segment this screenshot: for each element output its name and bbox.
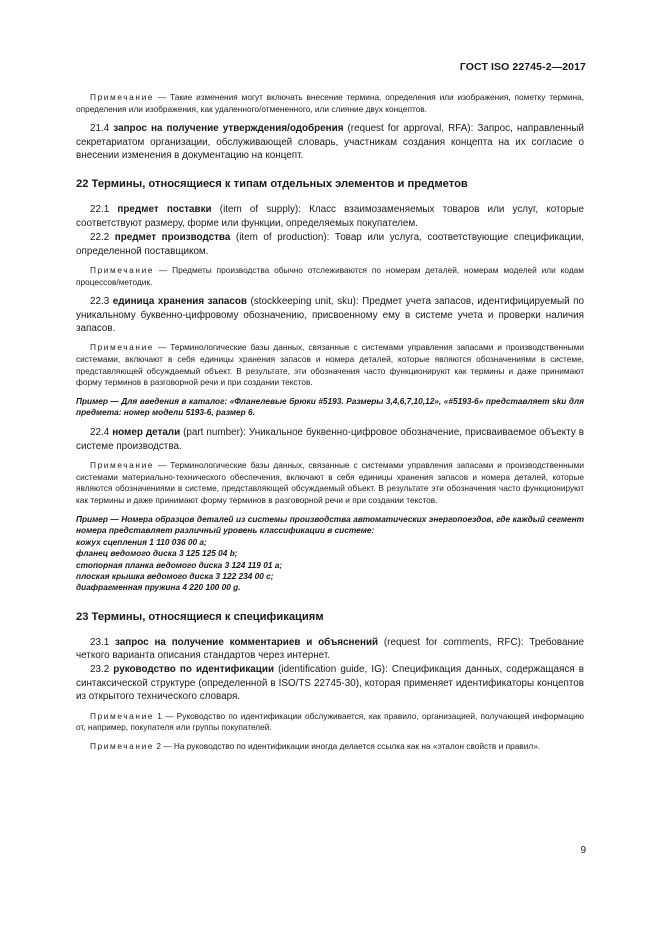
clause-term: номер детали [112, 427, 181, 439]
section-heading-23: 23 Термины, относящиеся к спецификациям [76, 610, 324, 623]
clause-number: 22.2 [90, 232, 115, 244]
note-paragraph [76, 711, 584, 734]
note-text: — Предметы производства обычно отслеживаются по номерам деталей, номерам моделей или кодам процессов/методик. [76, 265, 584, 287]
clause-22-3 [76, 295, 584, 335]
clause-22-2 [76, 231, 584, 258]
note-label: Примечание [90, 342, 155, 353]
note-text: — Терминологические базы данных, связанные с системами управления запасами и производственными системами, включают в себя единицы хранения запасов и номера деталей, которые являются обозначениями в системе, представляющей обсуждаемый объект. В результате, эти обозначения часто функционируют как термины и даже принимают форму терминов в разговорной речи и при создании текстов. [76, 342, 584, 388]
note-text: — Такие изменения могут включать внесение термина, определения или изображения, пометку термина, определения или изображения, как удаленного/отмененного, или слияние двух концептов. [76, 92, 584, 114]
page-content [76, 92, 584, 759]
note-paragraph [76, 265, 584, 288]
clause-term: единица хранения запасов [112, 296, 247, 308]
clause-number: 23.2 [90, 664, 114, 676]
example-list-item: стопорная планка ведомого диска 3 124 119 01 a; [76, 559, 283, 570]
note-paragraph [76, 92, 584, 115]
clause-number: 22.1 [90, 204, 118, 216]
note-paragraph [76, 460, 584, 506]
note-paragraph [76, 342, 584, 388]
clause-term: предмет поставки [117, 204, 212, 216]
example-intro: Пример — Номера образцов деталей из системы производства автоматических энергопоездов, где каждый сегмент номера представляет различный уровень классификации в системе: [76, 513, 584, 535]
clause-definition: (request for approval, RFA): Запрос, направленный секретариатом организации, обслуживающей словарь, участникам создания концепта на их согласие о внесении изменения в документацию на концепт. [76, 123, 584, 161]
clause-definition: (part number): Уникальное буквенно-цифровое обозначение, присваиваемое объекту в системе производства. [76, 427, 584, 452]
note-label: Примечание [90, 740, 155, 751]
clause-definition: (item of production): Товар или услуга, соответствующие спецификации, определенной поставщиком. [76, 232, 584, 257]
section-heading-22: 22 Термины, относящиеся к типам отдельных элементов и предметов [76, 178, 468, 191]
clause-number: 21.4 [90, 123, 114, 135]
example-list-item: диафрагменная пружина 4 220 100 00 g. [76, 582, 241, 593]
clause-22-4 [76, 426, 584, 453]
clause-definition: (request for comments, RFC): Требование четкого варианта описания стандартов через интернет. [76, 636, 584, 662]
example-list-item: фланец ведомого диска 3 125 125 04 b; [76, 548, 238, 559]
note-text: 1 — Руководство по идентификации обслуживается, как правило, организацией, получающей информацию от, например, покупателя или группы покупателей. [76, 710, 584, 733]
note-label: Примечание [90, 460, 155, 471]
clause-22-1 [76, 203, 584, 230]
note-label: Примечание [90, 265, 155, 276]
clause-number: 22.4 [90, 427, 113, 439]
clause-21-4 [76, 122, 584, 162]
page-number: 9 [580, 845, 586, 856]
clause-23-2 [76, 663, 584, 703]
clause-term: руководство по идентификации [113, 664, 275, 676]
clause-term: запрос на получение комментариев и объяснений [115, 636, 379, 648]
note-paragraph [76, 741, 584, 753]
document-header: ГОСТ ISO 22745-2—2017 [459, 61, 586, 73]
clause-definition: (stockkeeping unit, sku): Предмет учета запасов, идентифицируемый по уникальному буквенно-цифровому обозначению, присвоенному ему в системе учета и проверки наличия запасов. [76, 296, 584, 335]
clause-23-1 [76, 636, 584, 663]
note-text: 2 — На руководство по идентификации иногда делается ссылка как на «эталон свойств и правил». [154, 740, 541, 751]
clause-number: 22.3 [90, 296, 113, 308]
example-list-item: плоская крышка ведомого диска 3 122 234 00 c; [76, 571, 274, 582]
note-text: — Терминологические базы данных, связанные с системами управления запасами и производственными системами материально-технического обеспечения, включают в себя единицы хранения запасов и номера деталей, которые являются обозначениями в системе, представляющей обсуждаемый объект. В результате эти обозначения часто функционируют как термины и даже принимают форму терминов в разговорной речи и при создании текстов. [76, 460, 584, 505]
clause-term: предмет производства [114, 232, 231, 244]
clause-term: запрос на получение утверждения/одобрения [113, 123, 344, 135]
note-label: Примечание [90, 92, 155, 102]
clause-definition: (item of supply): Класс взаимозаменяемых товаров или услуг, которые соответствуют размеру, форме или функции, определяемых покупателем. [76, 204, 584, 229]
example-list-item: кожух сцепления 1 110 036 00 a; [76, 537, 207, 548]
example-paragraph: Пример — Для введения в каталог: «Фланелевые брюки #5193. Размеры 3,4,6,7,10,12», «#5193-6» представляет sku для предмета: номер модели 5193-6, размер 6. [76, 395, 584, 418]
note-label: Примечание [90, 710, 155, 721]
clause-number: 23.1 [90, 636, 116, 648]
clause-definition: (identification guide, IG): Спецификация данных, содержащаяся в синтаксической структуре (определенной в ISO/TS 22745-30), которая применяет идентификаторы концептов из открытого технического словаря. [76, 664, 584, 703]
